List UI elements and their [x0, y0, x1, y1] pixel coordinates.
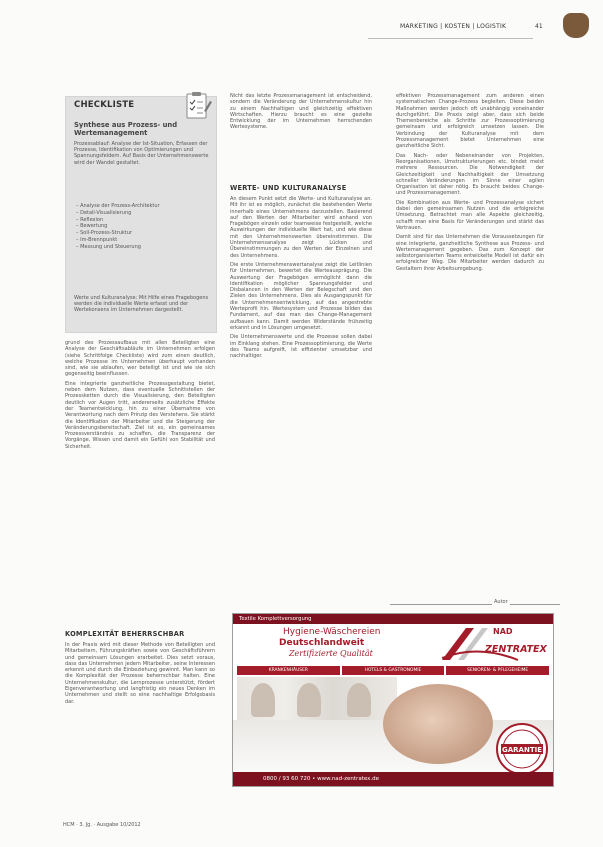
body-paragraph: An diesem Punkt setzt die Werte- und Kulturanalyse an. Mit ihr ist es möglich, zunächst die bestehenden Werte innerhalb eines Unternehmens darzustellen. Basierend auf den Werten der Mitarbeiter wird anhand von Fragebögen einzeln oder teamweise festgestellt, welche Auswirkungen der individuelle Wert hat, und wie diese mit den Unternehmenswerten übereinstimmen. Die Unternehmensanalyse zeigt Lücken und Übereinstimmungen zu den Werten der Einzelnen und des Unternehmens. [230, 196, 372, 259]
signature-rule [390, 604, 560, 605]
checklist-intro: Prozessablauf: Analyse der Ist-Situation, Erfassen der Prozesse, Identifikation von Optimierungen und Spannungsfeldern. Auf Basis der Unternehmenswerte wird der Wandel gestaltet. [74, 141, 209, 166]
body-paragraph: Nicht das letzte Prozessmanagement ist entscheidend, sondern die Veränderung der Unternehmenskultur hin zu einem Nachhaltigen und gleichzeitig effektiven Wirtschaften. Hierzu braucht es eine gezielte Entwicklung der im Unternehmen herrschenden Wertesysteme. [230, 93, 372, 131]
checklist-icon [184, 91, 212, 121]
body-paragraph: Eine integrierte ganzheitliche Prozessgestaltung bietet, neben dem Nutzen, dass eventuelle Schnittstellen der Prozessketten durch die Visualisierung, den Beteiligten deutlich vor Augen tritt, andererseits zusätzliche Effekte der Teamentwicklung, hin zu einer Übernahme von Verantwortung nach dem Prinzip des Verstehens. Sie stärkt die Identifikation der Mitarbeiter und die Steigerung der Veränderungsbereitschaft. Ziel ist es, ein gemeinsames Prozessverständnis zu schaffen, die Transparenz der Vorgänge, Wissen und damit ein Gefühl von Stabilität und Sicherheit. [65, 380, 215, 450]
checklist-item: – Messung und Steuerung [76, 244, 160, 251]
section-heading: WERTE- UND KULTURANALYSE [230, 184, 347, 192]
ad-headline: Deutschlandweit [279, 638, 365, 648]
section-tab [563, 13, 589, 38]
body-paragraph: Die erste Unternehmenswertanalyse zeigt die Leitlinien für Unternehmen, bewertet die Werteausprägung. Die Auswertung der Fragebögen ermöglicht dann die Identifikation möglicher Spannungsfelder und Disbalancen in den Werten der Belegschaft und den Zielen des Unternehmens. Dies als Ausgangspunkt für die Unternehmensentwicklung, auf das angestrebte Werteprofil hin. Wertesystem und Prozesse bilden das Fundament, auf das man das Change-Management aufbauen kann. Damit werden Widerstände frühzeitig erkannt und in Lösungen umgesetzt. [230, 261, 372, 331]
checklist-box [65, 96, 217, 333]
ad-photo-strip [237, 677, 397, 721]
body-paragraph: Die Unternehmenswerte und die Prozesse sollen dabei im Einklang stehen. Eine Prozessoptimierung, die Werte des Teams aufgreift, ist effizienter umsetzbar und nachhaltiger. [230, 334, 372, 360]
guarantee-seal-label: GARANTIE [502, 746, 542, 754]
body-paragraph: effektiven Prozessmanagement zum anderen einen systematischen Change-Prozess begleiten. Diese beiden Maßnahmen werden jedoch oft unabhängig voneinander durchgeführt. Die Praxis zeigt aber, dass sich beide Themenbereiche als Schritte zur Prozessoptimierung gemeinsam und erfolgreich umsetzen lassen. Die Verbindung der Kulturanalyse mit dem Prozessmanagement bietet Unternehmen eine ganzheitliche Sicht. [396, 93, 544, 150]
ad-sleeping-woman-image [383, 684, 493, 764]
body-paragraph: Das Nach- oder Nebeneinander von Projekten, Reorganisationen, Umstrukturierungen etc. bindet meist mehrere Ressourcen. Die Notwendigkeit der Gleichzeitigkeit und Nachhaltigkeit der Umsetzung schneller Veränderungen im Sinne einer agilen Organisation ist daher nötig. Es braucht beides: Change- und Prozessmanagement. [396, 152, 544, 197]
right-column-text [396, 93, 544, 275]
section-heading: KOMPLEXITÄT BEHERRSCHBAR [65, 630, 185, 638]
ad-contact-bar[interactable]: 0800 / 93 60 720 • www.nad-zentratex.de [233, 772, 553, 786]
checklist-heading: Synthese aus Prozess- und Wertemanagement [74, 121, 178, 137]
body-paragraph: Die Kombination aus Werte- und Prozessanalyse sichert dabei den gemeinsamen Nutzen und die erfolgreiche Umsetzung. Betrachtet man alle Aspekte gleichzeitig, schafft man eine Basis für Veränderungen und stärkt das Vertrauen. [396, 199, 544, 231]
checklist-item: – Im-Brennpunkt [76, 237, 160, 244]
page-footer: HCM · 3. Jg. · Ausgabe 10/2012 [63, 822, 141, 828]
middle-column-text-2 [230, 196, 372, 362]
ad-top-bar: Textile Komplettversorgung [233, 614, 553, 624]
checklist-title: CHECKLISTE [74, 100, 135, 110]
ad-category: SENIOREN- & PFLEGEHEIME [446, 666, 549, 675]
checklist-item: – Analyse der Prozess-Architektur [76, 203, 160, 210]
left-column-text [65, 340, 215, 453]
checklist-outro: Werte und Kulturanalyse: Mit Hilfe eines Fragebogens werden die individuelle Werte erfasst und der Wertekonsens im Unternehmen dargestellt. [74, 295, 209, 314]
checklist-items [76, 203, 160, 251]
middle-column-text [230, 93, 372, 134]
running-head: MARKETING | KOSTEN | LOGISTIK [400, 23, 507, 30]
advertisement[interactable] [232, 613, 554, 787]
body-paragraph: Damit sind für das Unternehmen die Voraussetzungen für eine integrierte, ganzheitliche Synthese aus Prozess- und Wertemanagement gegeben. Das zum Konzept der selbstorganisierten Teams entwickelte Modell ist dafür ein erfolgreicher Weg. Die Mitarbeiter werden dadurch zu Gestaltern ihrer Arbeitsumgebung. [396, 234, 544, 272]
ad-category: HOTELS & GASTRONOMIE [342, 666, 445, 675]
checklist-item: – Soll-Prozess-Struktur [76, 230, 160, 237]
ad-category-bar [237, 666, 549, 675]
checklist-item: – Bewertung [76, 223, 160, 230]
guarantee-seal-icon [495, 722, 549, 776]
author-signature: Autor [494, 599, 508, 605]
checklist-item: – Reflexion [76, 217, 160, 224]
ad-headline: Hygiene-Wäschereien [283, 627, 381, 637]
left-column-text-2 [65, 642, 215, 708]
header-rule [368, 38, 533, 39]
page-number: 41 [535, 23, 543, 30]
body-paragraph: In der Praxis wird mit dieser Methode von Beteiligten und Mitarbeitern, Führungskräften sowie von Geschäftsführern und gemeinsam Lösungen erarbeitet. Dies setzt voraus, dass das Unternehmen jedem Mitarbeiter, seine Interessen erkennt und durch die Einbeziehung gewinnt. Man kann so die Komplexität der Prozesse beherrschbar halten. Eine Unternehmenskultur, die Lernprozesse unterstützt, fördert Eigenverantwortung und langfristig ein neues Denken im Unternehmen und stellt so eine nachhaltige Erfolgsbasis dar. [65, 642, 215, 705]
checklist-item: – Detail-Visualisierung [76, 210, 160, 217]
body-paragraph: grund des Prozessaufbaus mit allen Beteiligten eine Analyse der Geschäftsabläufe im Unternehmen erfolgen (siehe Schrittfolge Checkliste) wird zum einen deutlich, welche Prozesse im Unternehmen überhaupt vorhanden sind, wie sie ablaufen, wer beteiligt ist und wie sie sich gegenseitig beeinflussen. [65, 340, 215, 378]
ad-tagline: Zertifizierte Qualität [289, 649, 373, 658]
ad-category: KRANKENHÄUSER [237, 666, 340, 675]
ad-logo-brand: NAD [493, 627, 513, 636]
ad-logo-name: ZENTRATEX [485, 644, 547, 655]
